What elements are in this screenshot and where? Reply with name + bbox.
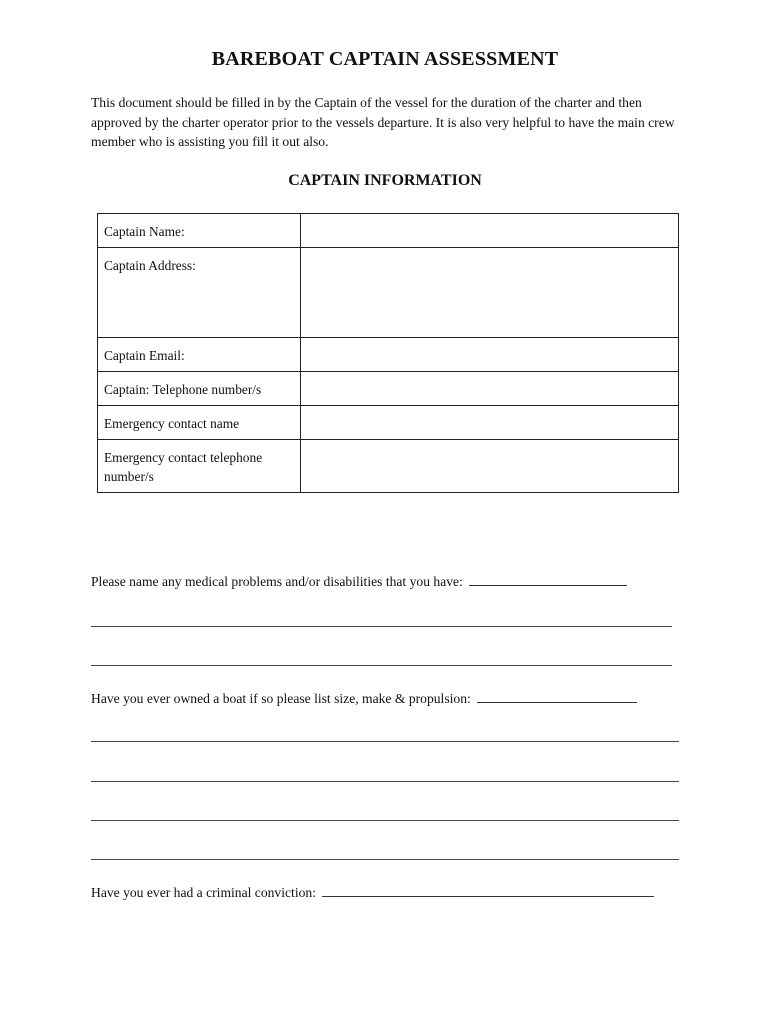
boat-ownership-answer-line[interactable] (91, 859, 679, 860)
table-row (98, 372, 679, 406)
medical-question-text: Please name any medical problems and/or disabilities that you have: (91, 574, 463, 589)
boat-ownership-question-text: Have you ever owned a boat if so please list size, make & propulsion: (91, 691, 471, 706)
document-title: BAREBOAT CAPTAIN ASSESSMENT (211, 48, 559, 70)
emergency-contact-telephone-field[interactable] (301, 440, 679, 493)
captain-name-label: Captain Name: (98, 214, 301, 248)
captain-telephone-field[interactable] (301, 372, 679, 406)
emergency-contact-name-label: Emergency contact name (98, 406, 301, 440)
boat-ownership-answer-line[interactable] (91, 741, 679, 742)
emergency-contact-name-field[interactable] (301, 406, 679, 440)
criminal-conviction-answer-blank[interactable] (322, 883, 654, 897)
table-row (98, 338, 679, 372)
table-row (98, 406, 679, 440)
captain-information-table (97, 213, 679, 493)
intro-paragraph: This document should be filled in by the Captain of the vessel for the duration of the charter and then approved by the charter operator prior to the vessels departure. It is also very helpful to have the main crew member who is assisting you fill it out also. (91, 95, 675, 149)
medical-answer-line[interactable] (91, 626, 672, 627)
captain-email-field[interactable] (301, 338, 679, 372)
captain-address-label: Captain Address: (98, 248, 301, 338)
criminal-conviction-question-text: Have you ever had a criminal conviction: (91, 885, 316, 900)
boat-ownership-answer-blank[interactable] (477, 689, 637, 703)
captain-email-label: Captain Email: (98, 338, 301, 372)
table-row (98, 214, 679, 248)
boat-ownership-answer-line[interactable] (91, 820, 679, 821)
captain-name-field[interactable] (301, 214, 679, 248)
boat-ownership-question (91, 689, 637, 707)
medical-answer-line[interactable] (91, 665, 672, 666)
medical-answer-blank[interactable] (469, 572, 627, 586)
criminal-conviction-question (91, 883, 654, 901)
captain-telephone-label: Captain: Telephone number/s (98, 372, 301, 406)
emergency-contact-telephone-label: Emergency contact telephone number/s (98, 440, 301, 493)
table-row (98, 440, 679, 493)
section-title-captain-information: CAPTAIN INFORMATION (288, 172, 482, 189)
boat-ownership-answer-line[interactable] (91, 781, 679, 782)
table-row (98, 248, 679, 338)
medical-question (91, 572, 627, 590)
captain-address-field[interactable] (301, 248, 679, 338)
